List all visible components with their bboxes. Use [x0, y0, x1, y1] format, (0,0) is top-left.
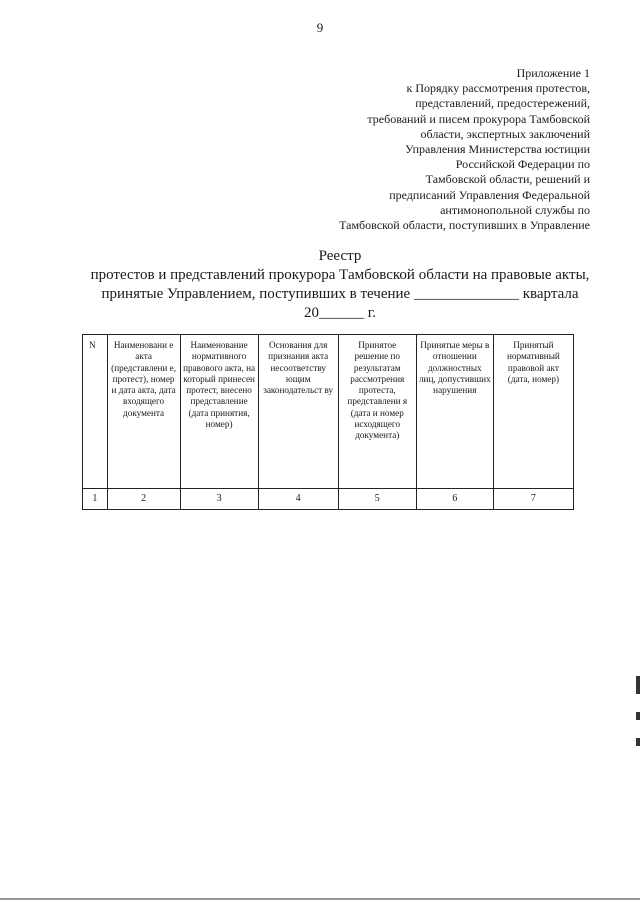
- appendix-line: антимонопольной службы по: [440, 202, 590, 217]
- title-line: принятые Управлением, поступивших в течение ______________ квартала: [101, 286, 579, 302]
- column-header-adopted-act: Принятый нормативный правовой акт (дата, номер): [493, 335, 573, 489]
- page-number: 9: [316, 20, 324, 35]
- column-number: 5: [338, 489, 416, 510]
- appendix-line: представлений, предостережений,: [415, 96, 590, 111]
- scan-bottom-line: [0, 898, 640, 900]
- appendix-line: Приложение 1: [516, 66, 590, 80]
- column-number: 2: [107, 489, 180, 510]
- scan-edge-mark: [636, 676, 640, 694]
- appendix-line: предписаний Управления Федеральной: [389, 187, 590, 202]
- document-title: [60, 247, 620, 323]
- column-header-n: N: [83, 335, 108, 489]
- appendix-line: к Порядку рассмотрения протестов,: [406, 81, 590, 96]
- title-heading: Реестр: [318, 248, 362, 264]
- column-number: 1: [83, 489, 108, 510]
- column-number: 4: [258, 489, 338, 510]
- appendix-line: Тамбовской области, решений и: [425, 172, 590, 187]
- column-number: 6: [416, 489, 493, 510]
- appendix-line: области, экспертных заключений: [420, 126, 590, 141]
- column-header-act-name: Наименовани е акта (представлени е, протест), номер и дата акта, дата входящего документа: [107, 335, 180, 489]
- column-number: 7: [493, 489, 573, 510]
- column-header-normative-act: Наименование нормативного правового акта, на который принесен протест, внесено представление (дата принятия, номер): [180, 335, 258, 489]
- column-number: 3: [180, 489, 258, 510]
- title-line: протестов и представлений прокурора Тамбовской области на правовые акты,: [90, 267, 590, 283]
- scan-edge-mark: [636, 712, 640, 720]
- appendix-line: Управления Министерства юстиции: [405, 142, 590, 157]
- column-header-measures: Принятые меры в отношении должностных лиц, допустивших нарушения: [416, 335, 493, 489]
- appendix-line: Тамбовской области, поступивших в Управление: [339, 218, 590, 233]
- column-header-grounds: Основания для признания акта несоответству ющим законодательст ву: [258, 335, 338, 489]
- scan-edge-mark: [636, 738, 640, 746]
- table-header-row: [83, 335, 574, 489]
- appendix-line: Российской Федерации по: [455, 157, 590, 172]
- column-header-decision: Принятое решение по результатам рассмотрения протеста, представлени я (дата и номер исходящего документа): [338, 335, 416, 489]
- appendix-line: требований и писем прокурора Тамбовской: [367, 111, 590, 126]
- table-number-row: [83, 489, 574, 510]
- appendix-header: [270, 66, 590, 233]
- title-line: 20______ г.: [304, 305, 376, 321]
- registry-table: [82, 334, 574, 510]
